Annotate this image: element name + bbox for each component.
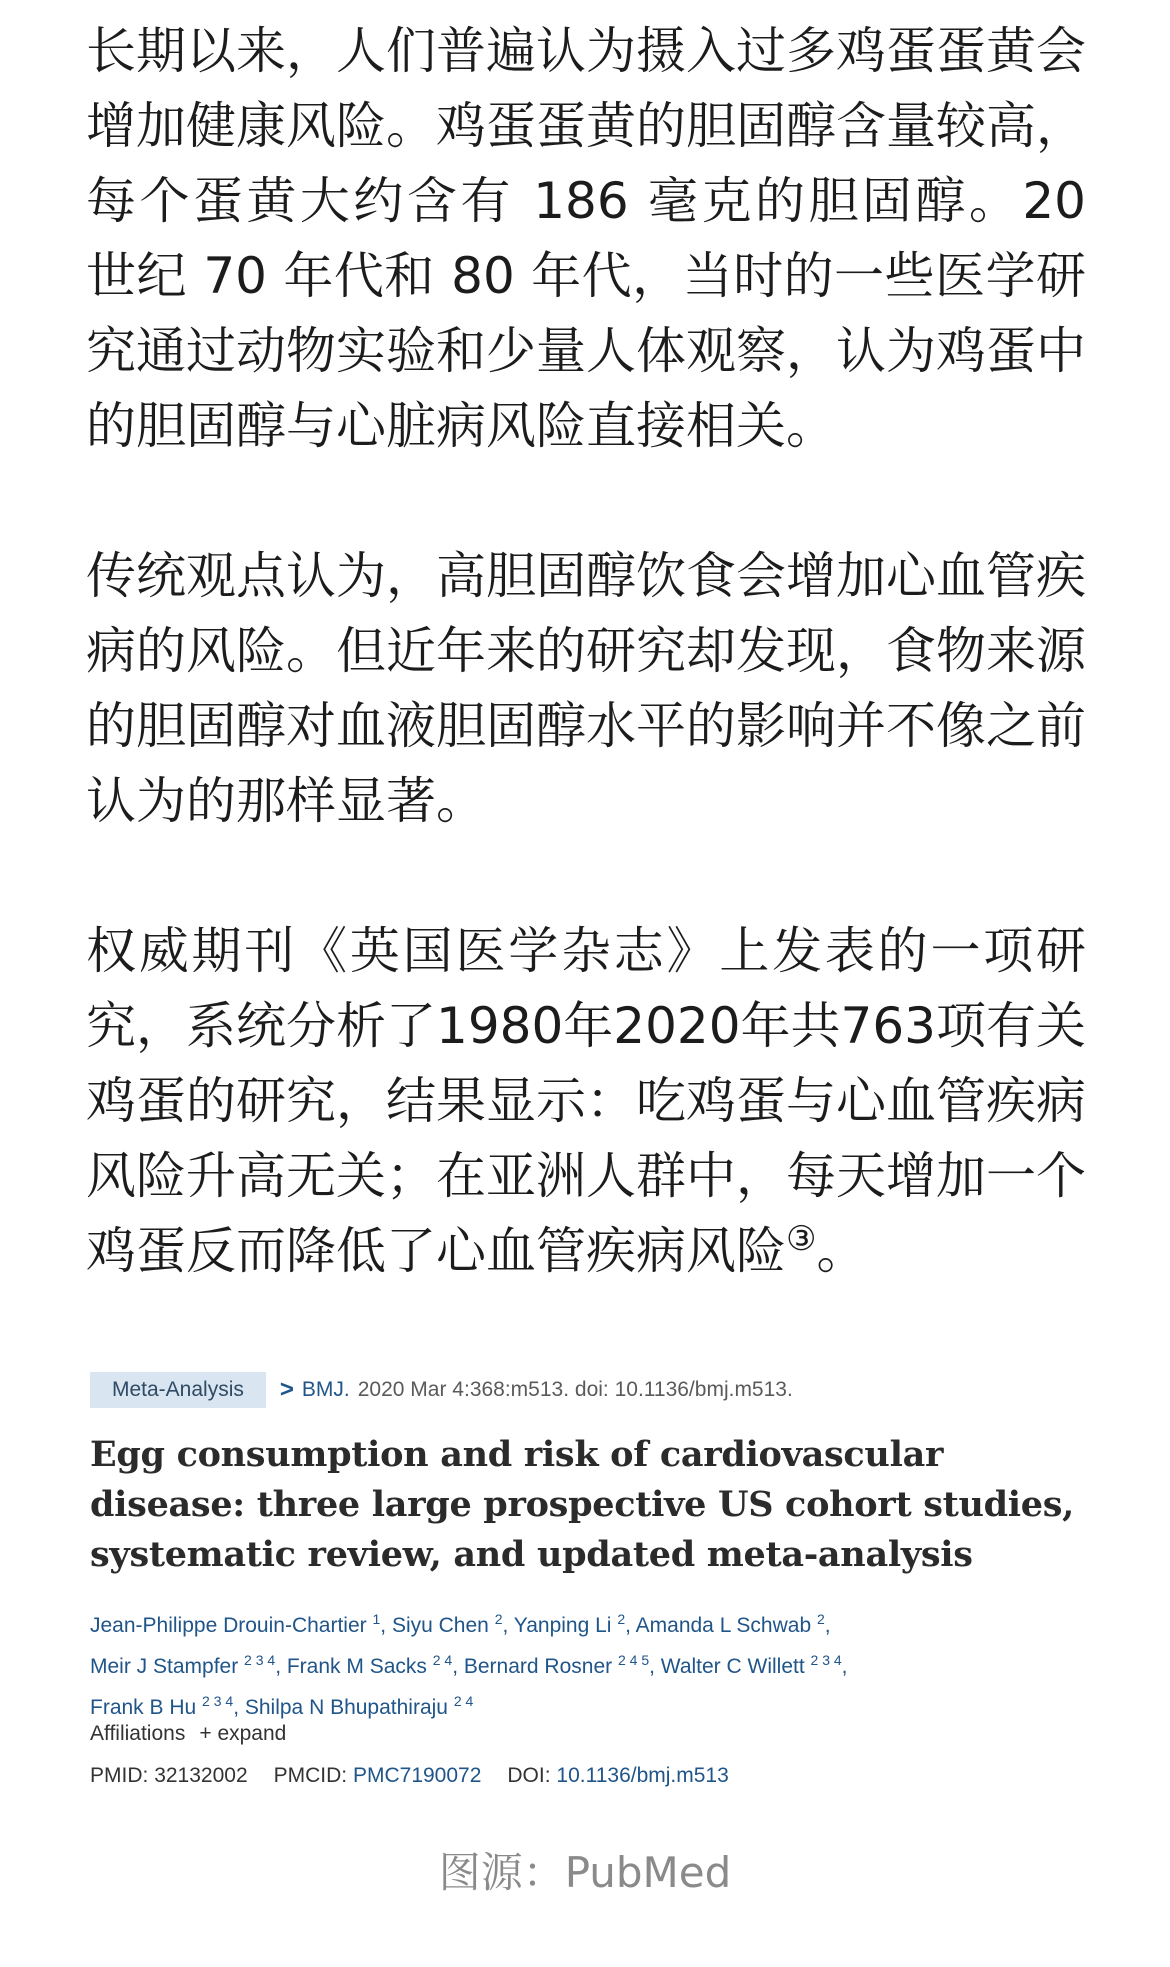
author-affiliation-marks[interactable]: 2 <box>494 1611 503 1627</box>
author-name-link[interactable]: Meir J Stampfer <box>90 1655 239 1678</box>
author-affiliation-marks[interactable]: 2 4 <box>432 1652 453 1668</box>
author-affiliation-marks[interactable]: 2 3 4 <box>244 1652 276 1668</box>
pmid-value: 32132002 <box>154 1764 248 1787</box>
author-item <box>660 1652 842 1678</box>
journal-link[interactable]: BMJ. <box>301 1378 350 1401</box>
author-affiliation-marks[interactable]: 2 3 4 <box>810 1652 842 1668</box>
author-affiliation-marks[interactable]: 1 <box>372 1611 381 1627</box>
author-item <box>513 1611 626 1637</box>
author-separator: , <box>380 1614 392 1637</box>
author-item <box>286 1652 453 1678</box>
expand-affiliations-button[interactable]: + expand <box>199 1722 287 1745</box>
author-list <box>90 1602 1090 1725</box>
author-item <box>244 1693 474 1719</box>
author-name-link[interactable]: Walter C Willett <box>660 1655 805 1678</box>
image-source-caption: 图源：PubMed <box>438 1848 732 1897</box>
paragraph-3-text: 权威期刊《英国医学杂志》上发表的一项研究，系统分析了1980年2020年共763项有关鸡蛋的研究，结果显示：吃鸡蛋与心血管疾病风险升高无关；在亚洲人群中，每天增加一个鸡蛋反而降低了心血管疾病风险 <box>86 922 1086 1280</box>
pubmed-screenshot <box>90 1372 1090 1822</box>
author-name-link[interactable]: Shilpa N Bhupathiraju <box>244 1696 448 1719</box>
pubmed-meta-row <box>90 1372 793 1408</box>
paragraph-2: 传统观点认为，高胆固醇饮食会增加心血管疾病的风险。但近年来的研究却发现，食物来源的胆固醇对血液胆固醇水平的影响并不像之前认为的那样显著。 <box>86 547 1086 830</box>
author-separator: , <box>824 1614 831 1637</box>
paragraph-1: 长期以来，人们普遍认为摄入过多鸡蛋蛋黄会增加健康风险。鸡蛋蛋黄的胆固醇含量较高，每个蛋黄大约含有 186 毫克的胆固醇。20 世纪 70 年代和 80 年代，当时的一些医学研究通过动物实验和少量人体观察，认为鸡蛋中的胆固醇与心脏病风险直接相关。 <box>86 22 1086 455</box>
author-separator: , <box>649 1655 661 1678</box>
identifiers-row <box>90 1764 755 1788</box>
author-name-link[interactable]: Frank B Hu <box>90 1696 197 1719</box>
doi-label: DOI: <box>507 1764 551 1787</box>
doi-group <box>507 1764 728 1788</box>
author-item <box>90 1611 381 1637</box>
pmcid-label: PMCID: <box>273 1764 348 1787</box>
citation-details: 2020 Mar 4:368:m513. doi: 10.1136/bmj.m513. <box>357 1378 793 1401</box>
paragraph-3-ending: 。 <box>816 1222 867 1280</box>
author-name-link[interactable]: Yanping Li <box>513 1614 612 1637</box>
author-affiliation-marks[interactable]: 2 4 5 <box>617 1652 650 1668</box>
pmid-label: PMID: <box>90 1764 149 1787</box>
affiliations-row <box>90 1722 286 1746</box>
author-affiliation-marks[interactable]: 2 3 4 <box>202 1693 234 1709</box>
author-separator: , <box>275 1655 287 1678</box>
author-item <box>90 1652 276 1678</box>
author-name-link[interactable]: Bernard Rosner <box>463 1655 613 1678</box>
author-affiliation-marks[interactable]: 2 <box>617 1611 626 1627</box>
author-item <box>90 1693 234 1719</box>
author-separator: , <box>233 1696 245 1719</box>
author-separator: , <box>841 1655 848 1678</box>
affiliations-label: Affiliations <box>90 1722 186 1745</box>
author-name-link[interactable]: Siyu Chen <box>391 1614 489 1637</box>
pmcid-group <box>274 1764 482 1788</box>
doi-link[interactable]: 10.1136/bmj.m513 <box>556 1764 729 1787</box>
author-name-link[interactable]: Frank M Sacks <box>286 1655 427 1678</box>
article-type-badge: Meta-Analysis <box>90 1372 266 1408</box>
paragraph-3 <box>86 914 1086 1289</box>
author-affiliation-marks[interactable]: 2 4 <box>453 1693 474 1709</box>
reference-marker[interactable]: ③ <box>786 1219 817 1259</box>
author-separator: , <box>502 1614 514 1637</box>
author-item <box>463 1652 650 1678</box>
author-name-link[interactable]: Jean-Philippe Drouin-Chartier <box>90 1614 367 1637</box>
pmcid-link[interactable]: PMC7190072 <box>352 1764 482 1787</box>
chevron-right-icon[interactable]: > <box>279 1376 294 1403</box>
author-separator: , <box>452 1655 464 1678</box>
author-separator: , <box>625 1614 636 1637</box>
author-name-link[interactable]: Amanda L Schwab <box>635 1614 812 1637</box>
article-title: Egg consumption and risk of cardiovascular disease: three large prospective US cohort studies, systematic review, and updated meta-analysis <box>90 1434 1075 1575</box>
author-item <box>635 1611 825 1637</box>
author-item <box>391 1611 503 1637</box>
pmid-group <box>90 1764 248 1788</box>
author-affiliation-marks[interactable]: 2 <box>816 1611 825 1627</box>
